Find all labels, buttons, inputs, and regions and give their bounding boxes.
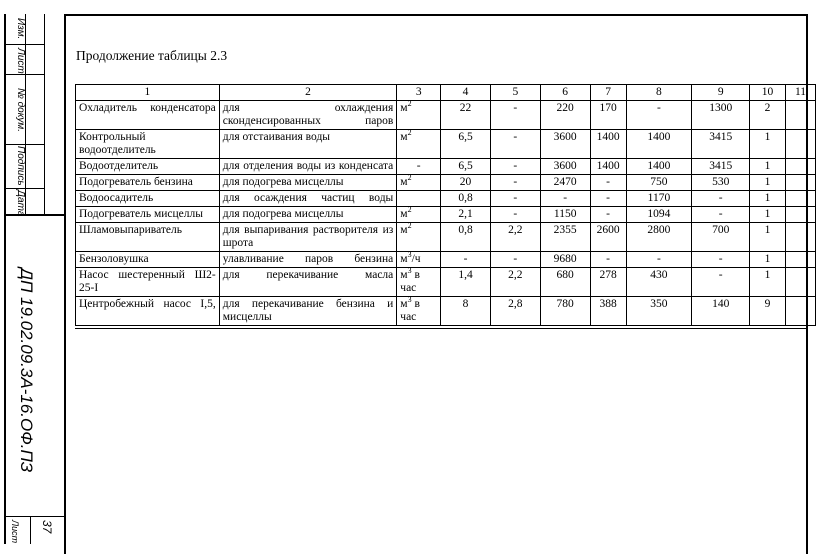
cell-purpose-text: для перекачивание масла <box>222 269 394 281</box>
cell-purpose-text: для охлаждения сконденсированных паров <box>222 102 394 127</box>
table-body <box>76 101 816 326</box>
cell-unit-text: - <box>416 160 421 172</box>
cell-c9 <box>692 175 750 191</box>
stamp-label-list: Лист <box>15 48 26 74</box>
cell-c9 <box>692 101 750 130</box>
cell-c11 <box>785 191 815 207</box>
table-row <box>76 223 816 252</box>
cell-c4 <box>441 175 491 191</box>
cell-c6 <box>540 297 590 326</box>
stamp-sep-3 <box>4 144 45 145</box>
header-cell: 10 <box>750 85 786 101</box>
cell-c11 <box>785 268 815 297</box>
cell-name-text: Подогреватель бензина <box>79 176 193 188</box>
cell-c9 <box>692 207 750 223</box>
cell-purpose <box>219 130 397 159</box>
stamp-sheet-sep <box>4 516 64 517</box>
cell-c6 <box>540 223 590 252</box>
cell-c9 <box>692 130 750 159</box>
cell-c4-text: - <box>463 253 468 265</box>
cell-unit-text: м <box>400 269 408 281</box>
cell-unit-text: м <box>400 131 408 143</box>
header-cell: 7 <box>590 85 626 101</box>
cell-c4 <box>441 268 491 297</box>
cell-c7 <box>590 268 626 297</box>
cell-unit <box>397 223 441 252</box>
cell-c8-text: 1094 <box>647 208 671 220</box>
cell-name-text: Контрольный водоотделитель <box>79 131 156 156</box>
cell-c8 <box>626 207 692 223</box>
cell-c10 <box>750 252 786 268</box>
cell-purpose-text: для выпаривания растворителя из шрота <box>222 224 394 249</box>
cell-c7-text: - <box>606 253 610 265</box>
cell-c11 <box>785 223 815 252</box>
cell-c11 <box>785 252 815 268</box>
cell-c10-text: 1 <box>764 253 771 265</box>
header-cell: 8 <box>626 85 692 101</box>
cell-c10 <box>750 191 786 207</box>
header-cell: 9 <box>692 85 750 101</box>
cell-c8-text: 1170 <box>647 192 671 204</box>
cell-c6 <box>540 101 590 130</box>
cell-c4 <box>441 297 491 326</box>
cell-unit-text: м <box>400 208 408 220</box>
cell-c11 <box>785 175 815 191</box>
table-row <box>76 268 816 297</box>
table-bottom-line <box>75 328 808 329</box>
cell-name <box>76 159 220 175</box>
cell-c10-text: 1 <box>764 224 771 236</box>
cell-c7-text: - <box>606 192 610 204</box>
cell-c10 <box>750 268 786 297</box>
cell-c11 <box>785 207 815 223</box>
cell-name <box>76 268 220 297</box>
cell-c6 <box>540 175 590 191</box>
cell-unit-text: м <box>400 176 408 188</box>
cell-unit <box>397 268 441 297</box>
cell-unit <box>397 191 441 207</box>
cell-c7-text: 278 <box>599 269 617 281</box>
cell-c5 <box>490 175 540 191</box>
table-row <box>76 130 816 159</box>
cell-purpose <box>219 223 397 252</box>
table-row <box>76 159 816 175</box>
cell-c6-text: 780 <box>556 298 574 310</box>
cell-c5-text: - <box>513 160 518 172</box>
cell-c6 <box>540 207 590 223</box>
cell-c11 <box>785 297 815 326</box>
cell-unit-exponent: 2 <box>407 173 412 183</box>
cell-c6-text: 680 <box>556 269 574 281</box>
cell-c5 <box>490 101 540 130</box>
cell-unit-tail: /ч <box>411 253 421 265</box>
cell-unit-tail: в час <box>400 298 420 323</box>
cell-unit-text: м <box>400 253 408 265</box>
cell-unit <box>397 252 441 268</box>
cell-c10-text: 9 <box>764 298 771 310</box>
cell-c9 <box>692 297 750 326</box>
cell-c8 <box>626 297 692 326</box>
cell-name <box>76 223 220 252</box>
table-row <box>76 207 816 223</box>
cell-c5 <box>490 207 540 223</box>
table-row <box>76 101 816 130</box>
cell-c4-text: 1,4 <box>458 269 473 281</box>
cell-purpose <box>219 101 397 130</box>
cell-name <box>76 207 220 223</box>
cell-c6-text: 2470 <box>553 176 577 188</box>
header-cell: 3 <box>397 85 441 101</box>
cell-c7 <box>590 130 626 159</box>
cell-unit-exponent: 3 <box>407 266 412 276</box>
cell-c7 <box>590 191 626 207</box>
cell-c4 <box>441 101 491 130</box>
table-row <box>76 175 816 191</box>
cell-purpose <box>219 191 397 207</box>
cell-c8-text: 1400 <box>647 131 671 143</box>
cell-c8-text: 350 <box>650 298 668 310</box>
cell-c8 <box>626 101 692 130</box>
cell-c10 <box>750 130 786 159</box>
cell-c9-text: 3415 <box>709 160 733 172</box>
header-cell: 2 <box>219 85 397 101</box>
cell-c5-text: - <box>513 253 518 265</box>
cell-c6-text: 2355 <box>553 224 577 236</box>
cell-c9-text: 1300 <box>709 102 733 114</box>
cell-name-text: Водоотделитель <box>79 160 159 172</box>
cell-c7 <box>590 252 626 268</box>
cell-c6-text: 3600 <box>553 131 577 143</box>
cell-c8 <box>626 223 692 252</box>
cell-c6-text: - <box>563 192 568 204</box>
cell-purpose-text: для подогрева мисцеллы <box>222 208 344 220</box>
cell-unit-text: м <box>400 224 408 236</box>
cell-c7-text: 2600 <box>596 224 620 236</box>
cell-c10-text: 1 <box>764 160 771 172</box>
cell-c10 <box>750 297 786 326</box>
cell-c4 <box>441 159 491 175</box>
stamp-border-outer <box>4 14 6 544</box>
cell-purpose-text: для осаждения частиц воды <box>222 192 394 204</box>
cell-c10 <box>750 101 786 130</box>
cell-c5 <box>490 159 540 175</box>
cell-unit-exponent: 2 <box>407 221 412 231</box>
cell-c9 <box>692 268 750 297</box>
cell-c5 <box>490 130 540 159</box>
cell-c5-text: 2,2 <box>508 269 523 281</box>
cell-name-text: Подогреватель мисцеллы <box>79 208 203 220</box>
cell-purpose <box>219 159 397 175</box>
cell-c8-text: - <box>657 102 661 114</box>
header-cell: 6 <box>540 85 590 101</box>
cell-c9-text: 700 <box>712 224 730 236</box>
cell-c6-text: 220 <box>556 102 574 114</box>
stamp-sep-4 <box>4 188 45 189</box>
cell-c10-text: 1 <box>764 208 771 220</box>
cell-c4-text: 20 <box>459 176 472 188</box>
cell-c9-text: - <box>718 269 723 281</box>
stamp-sep-1 <box>4 44 45 45</box>
cell-c7-text: 1400 <box>596 160 620 172</box>
cell-c5-text: - <box>513 208 518 220</box>
cell-c10 <box>750 175 786 191</box>
header-cell: 11 <box>785 85 815 101</box>
cell-unit <box>397 101 441 130</box>
cell-c6-text: 3600 <box>553 160 577 172</box>
table-row <box>76 297 816 326</box>
cell-unit-exponent: 2 <box>407 205 412 215</box>
cell-name-text: Охладитель конденсатора <box>79 102 216 114</box>
cell-unit <box>397 175 441 191</box>
cell-c7 <box>590 223 626 252</box>
cell-c5 <box>490 297 540 326</box>
cell-unit-exponent: 3 <box>407 250 412 260</box>
cell-purpose-text: для перекачивание бензина и мисцеллы <box>222 298 394 323</box>
cell-name <box>76 130 220 159</box>
cell-c7-text: 170 <box>599 102 617 114</box>
stamp-border-bottom <box>4 214 64 216</box>
cell-c5-text: 2,2 <box>508 224 523 236</box>
cell-name <box>76 175 220 191</box>
cell-c8 <box>626 191 692 207</box>
cell-name-text: Шламовыпариватель <box>79 224 182 236</box>
cell-purpose <box>219 175 397 191</box>
table-row <box>76 252 816 268</box>
cell-unit-tail: в час <box>400 269 420 294</box>
cell-name <box>76 101 220 130</box>
cell-c8 <box>626 175 692 191</box>
cell-unit-exponent: 2 <box>407 99 412 109</box>
cell-unit <box>397 297 441 326</box>
header-cell: 4 <box>441 85 491 101</box>
cell-c8 <box>626 268 692 297</box>
cell-purpose <box>219 268 397 297</box>
cell-c7 <box>590 159 626 175</box>
stamp-sheet-label: Лист <box>10 520 20 544</box>
cell-c6 <box>540 268 590 297</box>
cell-purpose-text: улавливание паров бензина <box>222 253 394 265</box>
stamp-label-date: Дата <box>15 190 26 217</box>
cell-c7 <box>590 297 626 326</box>
cell-unit-text: м <box>400 298 408 310</box>
cell-c4 <box>441 130 491 159</box>
cell-purpose <box>219 297 397 326</box>
stamp-sep-2 <box>4 74 45 75</box>
cell-c7-text: 1400 <box>596 131 620 143</box>
cell-c9-text: 3415 <box>709 131 733 143</box>
cell-c6 <box>540 130 590 159</box>
cell-unit <box>397 207 441 223</box>
cell-c7-text: 388 <box>599 298 617 310</box>
cell-c10-text: 1 <box>764 131 771 143</box>
cell-c10 <box>750 223 786 252</box>
cell-purpose <box>219 207 397 223</box>
cell-c8-text: 1400 <box>647 160 671 172</box>
cell-c9 <box>692 223 750 252</box>
cell-c11 <box>785 159 815 175</box>
cell-c9-text: - <box>718 192 723 204</box>
cell-c10 <box>750 207 786 223</box>
cell-c10-text: 1 <box>764 269 771 281</box>
cell-c4-text: 0,8 <box>458 192 473 204</box>
stamp-label-docnum: № докум. <box>15 88 26 133</box>
cell-c8-text: - <box>657 253 661 265</box>
header-cell: 1 <box>76 85 220 101</box>
cell-c10 <box>750 159 786 175</box>
cell-c4-text: 6,5 <box>458 160 473 172</box>
cell-c5 <box>490 268 540 297</box>
cell-c5 <box>490 223 540 252</box>
cell-c10-text: 1 <box>764 192 771 204</box>
cell-c9 <box>692 191 750 207</box>
cell-c4 <box>441 207 491 223</box>
cell-c4-text: 6,5 <box>458 131 473 143</box>
cell-name-text: Насос шестеренный Ш2-25-I <box>79 269 216 294</box>
cell-c4-text: 0,8 <box>458 224 473 236</box>
stamp-label-signature: Подпись <box>15 146 26 186</box>
cell-c4 <box>441 191 491 207</box>
cell-c8-text: 750 <box>650 176 668 188</box>
cell-c8 <box>626 130 692 159</box>
cell-unit-exponent: 3 <box>407 295 412 305</box>
cell-c9-text: - <box>718 253 723 265</box>
cell-unit-text: м <box>400 102 408 114</box>
table-row <box>76 191 816 207</box>
cell-name <box>76 297 220 326</box>
cell-purpose-text: для отстаивания воды <box>222 131 331 143</box>
equipment-table <box>75 84 816 326</box>
cell-c7-text: - <box>606 176 610 188</box>
cell-name-text: Водоосадитель <box>79 192 154 204</box>
cell-c5-text: - <box>513 102 518 114</box>
cell-c9 <box>692 159 750 175</box>
cell-c7 <box>590 175 626 191</box>
cell-c8-text: 430 <box>650 269 668 281</box>
table-caption: Продолжение таблицы 2.3 <box>76 48 228 63</box>
cell-c6 <box>540 191 590 207</box>
cell-c10-text: 2 <box>764 102 771 114</box>
cell-c8-text: 2800 <box>647 224 671 236</box>
cell-name-text: Центробежный насос I,5, <box>79 298 216 310</box>
cell-name-text: Бензоловушка <box>79 253 149 265</box>
cell-c6 <box>540 252 590 268</box>
cell-c5-text: - <box>513 176 518 188</box>
cell-c11 <box>785 101 815 130</box>
cell-c7 <box>590 101 626 130</box>
cell-c5-text: - <box>513 192 518 204</box>
cell-c4 <box>441 223 491 252</box>
cell-c5 <box>490 191 540 207</box>
cell-c6-text: 9680 <box>553 253 577 265</box>
cell-c10-text: 1 <box>764 176 771 188</box>
cell-c5-text: 2,8 <box>508 298 523 310</box>
cell-c9-text: 140 <box>712 298 730 310</box>
document-code: ДП 19.02.09.3А-16.ОФ.ПЗ <box>17 268 36 473</box>
cell-c6 <box>540 159 590 175</box>
cell-c4-text: 22 <box>459 102 472 114</box>
cell-c5 <box>490 252 540 268</box>
cell-c7-text: - <box>606 208 610 220</box>
cell-purpose-text: для подогрева мисцеллы <box>222 176 344 188</box>
cell-c7 <box>590 207 626 223</box>
cell-c5-text: - <box>513 131 518 143</box>
cell-unit <box>397 130 441 159</box>
cell-unit <box>397 159 441 175</box>
header-cell: 5 <box>490 85 540 101</box>
cell-purpose-text: для отделения воды из конденсата <box>222 160 394 172</box>
cell-c8 <box>626 252 692 268</box>
cell-c4 <box>441 252 491 268</box>
table-header-row <box>76 85 816 101</box>
cell-c4-text: 8 <box>462 298 469 310</box>
cell-name <box>76 191 220 207</box>
cell-c11 <box>785 130 815 159</box>
cell-unit-exponent: 2 <box>407 128 412 138</box>
cell-c9-text: 530 <box>712 176 730 188</box>
stamp-label-izm: Изм. <box>15 18 26 40</box>
cell-purpose <box>219 252 397 268</box>
cell-c9-text: - <box>718 208 723 220</box>
stamp-sheet-number: 37 <box>40 520 54 534</box>
cell-c9 <box>692 252 750 268</box>
cell-name <box>76 252 220 268</box>
stamp-sheet-col <box>30 516 31 544</box>
cell-c6-text: 1150 <box>553 208 577 220</box>
cell-c4-text: 2,1 <box>458 208 473 220</box>
cell-c8 <box>626 159 692 175</box>
